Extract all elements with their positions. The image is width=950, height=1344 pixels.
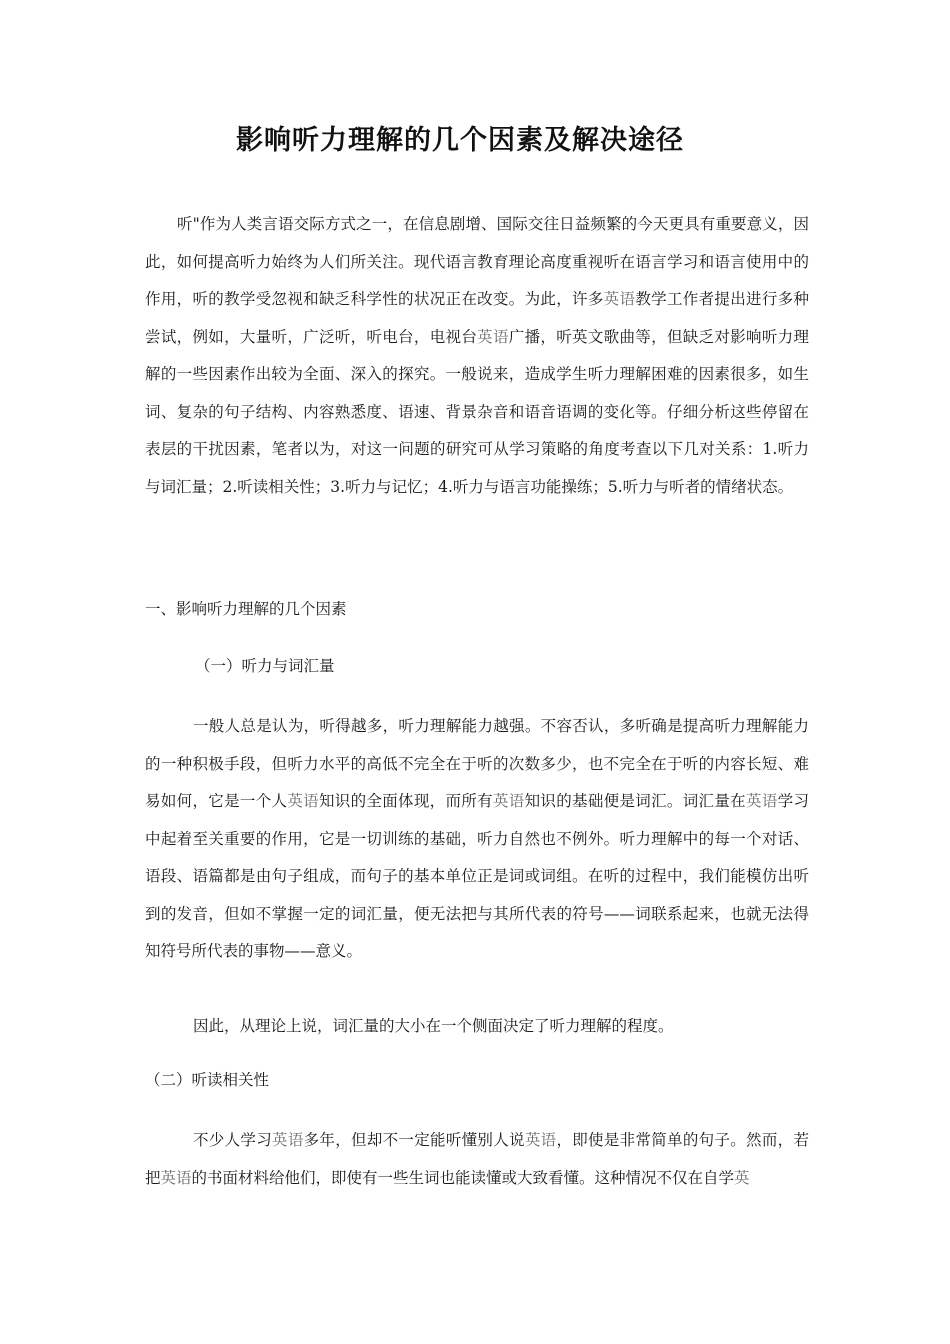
body-paragraph [145, 708, 809, 971]
subsection-heading: （一）听力与词汇量 [195, 657, 335, 675]
text-run: 的书面材料给他们，即使有一些生词也能读懂或大致看懂。这种情况不仅在自学 [191, 1168, 735, 1187]
text-run: 知识的基础便是词汇。词汇量在 [524, 792, 746, 810]
section-heading: 一、影响听力理解的几个因素 [145, 600, 347, 618]
keyword-link-english[interactable]: 英语 [492, 792, 525, 810]
text-run: 广播，听英文歌曲等，但缺乏对影响听力理解的一些因素作出较为全面、深入的探究。一般说来，造成学生听力理解困难的因素很多，如生词、复杂的句子结构、内容熟悉度、语速、背景杂音和语音语调的变化等。仔细分析这些停留在表层的干扰因素，笔者以为，对这一问题的研究可从学习策略的角度考查以下几对关系：1.听力与词汇量；2.听读相关性；3.听力与记忆；4.听力与语言功能操练；5.听力与听者的情绪状态。 [145, 327, 809, 496]
text-run: 不少人学习 [193, 1131, 273, 1149]
text-run: 教学工作者提出进行多种尝试，例如，大量听，广泛听，听电台，电视台 [145, 290, 809, 346]
keyword-link-english[interactable]: 英语 [272, 1131, 304, 1149]
body-paragraph: 因此，从理论上说，词汇量的大小在一个侧面决定了听力理解的程度。 [193, 1017, 674, 1035]
intro-paragraph [145, 206, 809, 506]
body-paragraph [145, 1122, 809, 1197]
text-run: 知识的全面体现，而所有 [318, 792, 493, 810]
keyword-link-english[interactable]: 英语 [524, 1131, 557, 1149]
text-run: 一般人总是认为，听得越多，听力理解能力越强。不容否认，多听确是提高听力理解能力的一种积极手段，但听力水平的高低不完全在于听的次数多少，也不完全在于听的内容长短、难易如何，它是一个人 [145, 717, 809, 810]
document-title: 影响听力理解的几个因素及解决途径 [236, 125, 684, 156]
text-run: 学习中起着至关重要的作用，它是一切训练的基础，听力自然也不例外。听力理解中的每一个对话、语段、语篇都是由句子组成，而句子的基本单位正是词或词组。在听的过程中，我们能模仿出听到的发音，但如不掌握一定的词汇量，便无法把与其所代表的符号——词联系起来，也就无法得知符号所代表的事物——意义。 [145, 792, 809, 960]
keyword-link-english[interactable]: 英语 [746, 792, 778, 810]
keyword-link-english[interactable]: 英语 [160, 1168, 192, 1187]
keyword-link-english[interactable]: 英 [734, 1168, 750, 1187]
keyword-link-english[interactable]: 英语 [477, 327, 509, 346]
keyword-link-english[interactable]: 英语 [603, 290, 636, 308]
text-run: ，即使是非常简单的句子。然而，若把 [145, 1131, 809, 1187]
subsection-heading: （二）听读相关性 [145, 1071, 270, 1089]
keyword-link-english[interactable]: 英语 [287, 792, 319, 810]
text-run: 听"作为人类言语交际方式之一，在信息剧增、国际交往日益频繁的今天更具有重要意义，因此，如何提高听力始终为人们所关注。现代语言教育理论高度重视听在语言学习和语言使用中的作用，听的教学受忽视和缺乏科学性的状况正在改变。为此，许多 [145, 215, 809, 308]
text-run: 多年，但却不一定能听懂别人说 [303, 1131, 525, 1149]
